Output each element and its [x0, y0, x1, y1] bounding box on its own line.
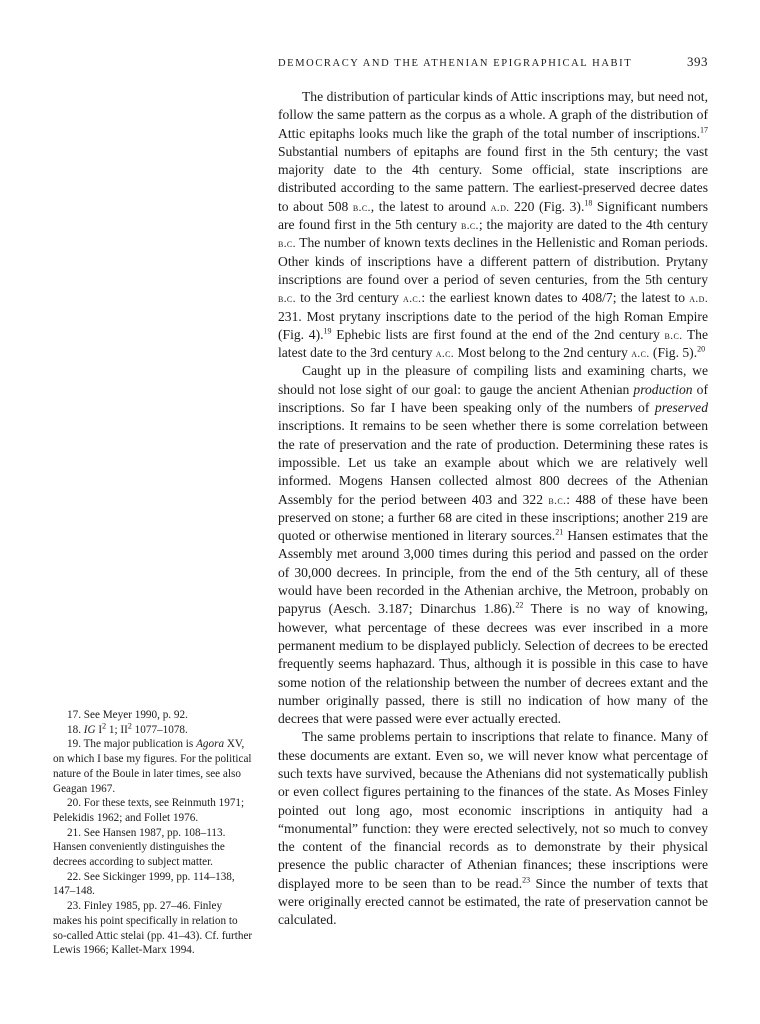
- footnotes: [53, 708, 253, 958]
- era-abbreviation: b.c.: [664, 327, 683, 342]
- text-run: 19. The major publication is: [67, 738, 197, 751]
- text-run: I: [95, 723, 103, 736]
- text-run: : the earliest known dates to 408/7; the latest to: [421, 290, 690, 306]
- era-abbreviation: b.c.: [548, 492, 567, 507]
- text-run: : 488 of these have been preserved on stone; a further 68 are cited in these inscriptions; another 219 are quoted or otherwise mentioned in literary sources.: [278, 491, 708, 544]
- footnote: [53, 708, 253, 723]
- italic-text: preserved: [654, 400, 708, 416]
- body-paragraph: [278, 362, 708, 728]
- text-run: , the latest to around: [370, 198, 491, 214]
- text-run: 20. For these texts, see Reinmuth 1971; Pelekidis 1962; and Follet 1976.: [53, 797, 245, 824]
- era-abbreviation: b.c.: [278, 236, 296, 251]
- italic-text: Agora: [196, 738, 225, 751]
- text-run: 22. See Sickinger 1999, pp. 114–138, 147–148.: [53, 870, 235, 898]
- era-abbreviation: a.d.: [490, 199, 510, 214]
- text-run: Caught up in the pleasure of compiling lists and examining charts, we should not lose sight of our goal: to gauge the ancient Athenian: [278, 363, 708, 397]
- note-reference: 23: [522, 875, 531, 885]
- text-run: Hansen estimates that the Assembly met around 3,000 times during this period and passed on the order of 30,000 decrees. In principle, from the end of the 5th century, all of these would have been recorded in the Athenian archive, the Metroon, probably on papyrus (Aesch. 3.187; Dinarchus 1.86).: [278, 528, 708, 617]
- text-run: 18.: [67, 723, 84, 736]
- footnote: [53, 826, 253, 870]
- text-run: Significant numbers are found first in the 5th century: [278, 198, 708, 233]
- text-run: of inscriptions. So far I have been speaking only of the numbers of: [278, 381, 708, 416]
- text-run: XV, on which I base my figures. For the political nature of the Boule in later times, see also Geagan 1967.: [53, 738, 252, 795]
- body-paragraph: [278, 88, 708, 362]
- text-run: ; the majority are dated to the 4th century: [478, 217, 708, 233]
- text-run: Since the number of texts that were originally erected cannot be estimated, the rate of preservation cannot be calculated.: [278, 875, 709, 928]
- note-reference: 20: [697, 344, 706, 354]
- text-run: Most belong to the 2nd century: [454, 345, 632, 361]
- footnote: [53, 796, 253, 825]
- text-run: The latest date to the 3rd century: [278, 326, 708, 361]
- note-reference: 22: [515, 600, 524, 610]
- era-abbreviation: a.d.: [689, 291, 708, 306]
- text-run: 231. Most prytany inscriptions date to the period of the high Roman Empire (Fig. 4).: [278, 308, 708, 342]
- text-run: The distribution of particular kinds of Attic inscriptions may, but need not, follow the same pattern as the corpus as a whole. A graph of the distribution of Attic epitaphs looks much like the graph of the total number of inscriptions.: [278, 89, 708, 141]
- footnote: [53, 899, 253, 958]
- note-reference: 17: [700, 125, 708, 135]
- italic-text: IG: [83, 723, 96, 736]
- era-abbreviation: a.c.: [403, 291, 422, 306]
- note-reference: 21: [555, 527, 564, 537]
- note-reference: 2: [127, 720, 132, 730]
- text-run: Ephebic lists are first found at the end of the 2nd century: [331, 326, 665, 342]
- text-run: Substantial numbers of epitaphs are found first in the 5th century; the vast majority date to the 4th century. Some official, state inscriptions are distributed according to the same pattern. The earliest-preserved decree dates to about 508: [278, 143, 708, 214]
- text-run: 21. See Hansen 1987, pp. 108–113. Hansen conveniently distinguishes the decrees according to subject matter.: [53, 826, 226, 869]
- italic-text: production: [633, 381, 693, 397]
- era-abbreviation: b.c.: [460, 218, 479, 233]
- era-abbreviation: a.c.: [631, 346, 650, 361]
- main-text-column: [278, 88, 708, 930]
- era-abbreviation: b.c.: [352, 199, 371, 214]
- era-abbreviation: a.c.: [435, 346, 455, 361]
- text-run: to the 3rd century: [295, 290, 404, 306]
- note-reference: 19: [323, 326, 332, 336]
- text-run: 1; II: [106, 723, 128, 736]
- text-run: inscriptions. It remains to be seen whether there is some correlation between the rate of preservation and the rate of production. Determining these rates is impossible. Let us take an example about which we are relatively well informed. Mogens Hansen collected almost 800 decrees of the Athenian Assembly for the period between 403 and 322: [278, 418, 708, 507]
- footnote: [53, 737, 253, 796]
- page-number: 393: [687, 54, 708, 69]
- note-reference: 2: [102, 720, 107, 730]
- era-abbreviation: b.c.: [278, 291, 296, 306]
- running-title: DEMOCRACY AND THE ATHENIAN EPIGRAPHICAL HABIT: [278, 58, 633, 69]
- text-run: There is no way of knowing, however, what percentage of these decrees was ever inscribed in a more permanent medium to be displayed publicly. Selection of decrees to be erected frequently seems haphazard. Thus, although it is possible in this case to have some notion of the relationship between the number of decrees extant and the number originally passed, there is still no indication of how many of the decrees that were passed were ever actually erected.: [278, 601, 708, 727]
- note-reference: 18: [584, 198, 593, 208]
- text-run: 23. Finley 1985, pp. 27–46. Finley makes his point specifically in relation to so-called Attic stelai (pp. 41–43). Cf. further Lewis 1966; Kallet-Marx 1994.: [53, 900, 253, 957]
- text-run: 220 (Fig. 3).: [509, 198, 585, 214]
- running-header: [278, 54, 708, 70]
- text-run: 17. See Meyer 1990, p. 92.: [67, 709, 188, 721]
- text-run: (Fig. 5).: [649, 345, 698, 361]
- footnote: [53, 720, 253, 738]
- text-run: The same problems pertain to inscriptions that relate to finance. Many of these documents are extant. Even so, we will never know what percentage of such texts have survived, because the Athenians did not systematically publish or even collect figures pertaining to the finances of the state. As Moses Finley pointed out long ago, most economic inscriptions in antiquity had a “monumental” function: they were erected selectively, not so much to convey the content of the financial records as to demonstrate by their physical presence the public character of Athenian finances; these inscriptions were displayed more to be seen than to be read.: [278, 729, 708, 891]
- footnote: [53, 870, 253, 899]
- text-run: 1077–1078.: [131, 723, 188, 736]
- body-paragraph: [278, 728, 708, 929]
- text-run: The number of known texts declines in the Hellenistic and Roman periods. Other kinds of inscriptions have a different pattern of distribution. Prytany inscriptions are found over a period of seven centuries, from the 5th century: [278, 235, 708, 287]
